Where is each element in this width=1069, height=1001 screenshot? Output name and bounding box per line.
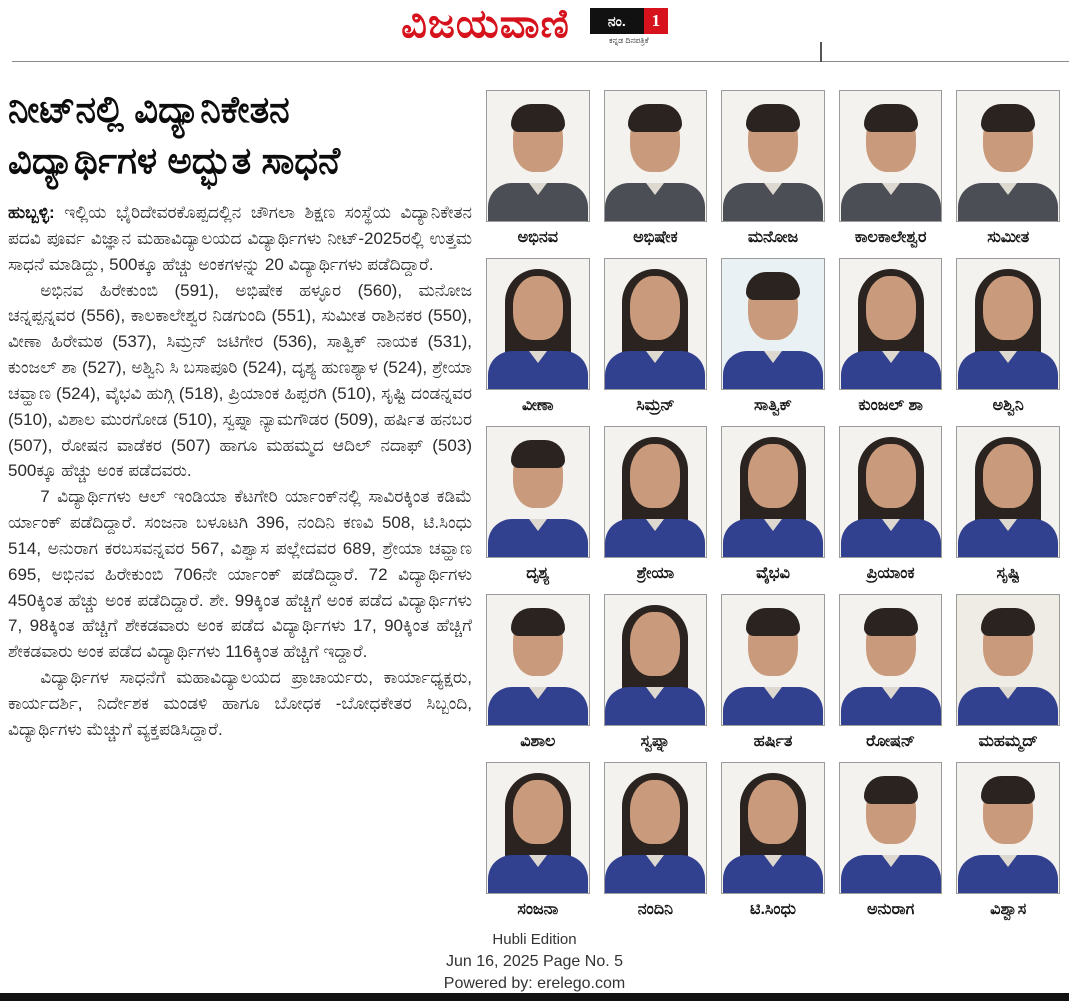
portrait-hair bbox=[864, 608, 918, 636]
student-card bbox=[604, 258, 708, 417]
headline-line-1: ನೀಟ್‌ನಲ್ಲಿ ವಿದ್ಯಾನಿಕೇತನ bbox=[8, 89, 290, 130]
badge-tagline: ಕನ್ನಡ ದಿನಪತ್ರಿಕೆ bbox=[608, 36, 649, 45]
student-name: ವೀಣಾ bbox=[522, 397, 554, 414]
student-photo bbox=[486, 594, 590, 726]
student-photo bbox=[839, 258, 943, 390]
portrait-shoulders bbox=[958, 687, 1058, 725]
portrait-shoulders bbox=[488, 855, 588, 893]
portrait-face bbox=[513, 780, 563, 844]
portrait-hair bbox=[981, 608, 1035, 636]
portrait-hair bbox=[511, 440, 565, 468]
portrait-shoulders bbox=[488, 519, 588, 557]
portrait-shoulders bbox=[841, 519, 941, 557]
portrait-face bbox=[866, 276, 916, 340]
portrait-hair bbox=[628, 104, 682, 132]
portrait-hair bbox=[864, 776, 918, 804]
student-card bbox=[604, 426, 708, 585]
portrait-hair bbox=[746, 104, 800, 132]
portrait-shoulders bbox=[488, 351, 588, 389]
student-card bbox=[839, 90, 943, 249]
portrait-hair bbox=[746, 608, 800, 636]
student-name: ಶ್ರೇಯಾ bbox=[636, 565, 675, 582]
portrait-shoulders bbox=[958, 351, 1058, 389]
lead-paragraph-text: ಇಲ್ಲಿಯ ಭೈರಿದೇವರಕೊಪ್ಪದಲ್ಲಿನ ಚೌಗಲಾ ಶಿಕ್ಷಣ ಸಂಸ್ಥೆಯ ವಿದ್ಯಾನಿಕೇತನ ಪದವಿ ಪೂರ್ವ ವಿಜ್ಞಾನ ಮಹಾವಿದ್ಯಾಲಯದ ವಿದ್ಯಾರ್ಥಿಗಳು ನೀಟ್-2025ರಲ್ಲಿ ಉತ್ತಮ ಸಾಧನೆ ಮಾಡಿದ್ದು, 500ಕ್ಕೂ ಹೆಚ್ಚು ಅಂಕಗಳನ್ನು 20 ವಿದ್ಯಾರ್ಥಿಗಳು ಪಡೆದಿದ್ದಾರೆ. bbox=[8, 203, 472, 274]
portrait-shoulders bbox=[723, 351, 823, 389]
portrait-shoulders bbox=[958, 855, 1058, 893]
portrait-face bbox=[630, 276, 680, 340]
student-name: ಅಶ್ವಿನಿ bbox=[992, 397, 1024, 414]
student-card bbox=[486, 426, 590, 585]
student-card bbox=[721, 258, 825, 417]
article-paragraph: 7 ವಿದ್ಯಾರ್ಥಿಗಳು ಆಲ್ ಇಂಡಿಯಾ ಕೆಟಗೇರಿ ರ್ಯಾಂಕ್‌ನಲ್ಲಿ ಸಾವಿರಕ್ಕಿಂತ ಕಡಿಮೆ ರ್ಯಾಂಕ್ ಪಡೆದಿದ್ದಾರೆ. ಸಂಜನಾ ಬಳೂಟಗಿ 396, ನಂದಿನಿ ಕಣವಿ 508, ಟಿ.ಸಿಂಧು 514, ಅನುರಾಗ ಕರಬಸವನ್ನವರ 567, ವಿಶ್ವಾಸ ಪಲ್ಲೇದವರ 689, ಶ್ರೇಯಾ ಚವ್ಹಾಣ 695, ಅಭಿನವ ಹಿರೇಕುಂಬಿ 706ನೇ ರ್ಯಾಂಕ್ ಪಡೆದಿದ್ದಾರೆ. 72 ವಿದ್ಯಾರ್ಥಿಗಳು 450ಕ್ಕಿಂತ ಹೆಚ್ಚು ಅಂಕ ಪಡೆದಿದ್ದಾರೆ. ಶೇ. 99ಕ್ಕಿಂತ ಹೆಚ್ಚಿಗೆ ಅಂಕ ಪಡೆದ ವಿದ್ಯಾರ್ಥಿಗಳು 7, 98ಕ್ಕಿಂತ ಹೆಚ್ಚಿಗೆ ಶೇಕಡವಾರು ಅಂಕ ಪಡೆದ ವಿದ್ಯಾರ್ಥಿಗಳು 17, 90ಕ್ಕಿಂತ ಹೆಚ್ಚಿಗೆ ಶೇಕಡವಾರು ಅಂಕ ಪಡೆದ ವಿದ್ಯಾರ್ಥಿಗಳು 116ಕ್ಕಿಂತ ಹೆಚ್ಚಿಗೆ ಇದ್ದಾರೆ. bbox=[8, 487, 472, 662]
portrait-face bbox=[983, 444, 1033, 508]
student-name: ಮಹಮ್ಮದ್ bbox=[978, 733, 1038, 750]
student-photo bbox=[839, 426, 943, 558]
student-name: ಅಭಿನವ bbox=[517, 229, 559, 246]
student-name: ಸಂಜನಾ bbox=[517, 901, 559, 918]
portrait-shoulders bbox=[723, 855, 823, 893]
student-photo bbox=[839, 90, 943, 222]
student-photo bbox=[839, 594, 943, 726]
portrait-hair bbox=[511, 104, 565, 132]
student-photo bbox=[604, 426, 708, 558]
portrait-face bbox=[748, 780, 798, 844]
column-tick-mark bbox=[820, 42, 822, 62]
portrait-face bbox=[630, 612, 680, 676]
rank-badge bbox=[590, 8, 668, 34]
portrait-face bbox=[630, 444, 680, 508]
student-card bbox=[839, 594, 943, 753]
student-photo-grid bbox=[486, 90, 1060, 921]
student-name: ಅನುರಾಗ bbox=[866, 901, 915, 918]
portrait-shoulders bbox=[723, 687, 823, 725]
student-photo bbox=[604, 762, 708, 894]
article-lead-paragraph bbox=[8, 200, 472, 277]
portrait-hair bbox=[511, 608, 565, 636]
student-photo bbox=[956, 90, 1060, 222]
student-name: ರೋಷನ್ bbox=[866, 733, 916, 750]
student-photo bbox=[721, 762, 825, 894]
rank-badge-label: ನಂ. bbox=[607, 12, 626, 29]
student-name: ಸಾತ್ವಿಕ್ bbox=[754, 397, 792, 414]
student-photo bbox=[956, 258, 1060, 390]
student-photo bbox=[604, 258, 708, 390]
student-card bbox=[839, 258, 943, 417]
dateline: ಹುಬ್ಬಳ್ಳಿ: bbox=[8, 203, 55, 223]
student-name: ಸುಮೀತ bbox=[987, 229, 1030, 246]
student-card bbox=[721, 762, 825, 921]
date-page-label: Jun 16, 2025 Page No. 5 bbox=[445, 953, 624, 970]
student-photo bbox=[956, 762, 1060, 894]
student-photo bbox=[486, 762, 590, 894]
header-divider bbox=[12, 61, 1069, 62]
article-paragraph: ವಿದ್ಯಾರ್ಥಿಗಳ ಸಾಧನೆಗೆ ಮಹಾವಿದ್ಯಾಲಯದ ಪ್ರಾಚಾರ್ಯರು, ಕಾರ್ಯಾಧ್ಯಕ್ಷರು, ಕಾರ್ಯದರ್ಶಿ, ನಿರ್ದೇಶಕ ಮಂಡಳಿ ಹಾಗೂ ಬೋಧಕ -ಬೋಧಕೇತರ ಸಿಬ್ಬಂದಿ, ವಿದ್ಯಾರ್ಥಿಗಳು ಮೆಚ್ಚುಗೆ ವ್ಯಕ್ತಪಡಿಸಿದ್ದಾರೆ. bbox=[8, 668, 472, 739]
student-card bbox=[956, 426, 1060, 585]
student-photo bbox=[839, 762, 943, 894]
newspaper-title: ವಿಜಯವಾಣಿ bbox=[401, 2, 570, 46]
student-name: ಸ್ವಪ್ನಾ bbox=[640, 733, 671, 750]
student-photo bbox=[721, 90, 825, 222]
portrait-shoulders bbox=[841, 351, 941, 389]
portrait-face bbox=[983, 276, 1033, 340]
bottom-black-bar bbox=[0, 993, 1069, 1001]
student-photo bbox=[486, 258, 590, 390]
portrait-shoulders bbox=[841, 687, 941, 725]
portrait-shoulders bbox=[605, 183, 705, 221]
student-card bbox=[721, 594, 825, 753]
article-column bbox=[8, 84, 472, 922]
student-name: ಮನೋಜ bbox=[747, 229, 799, 246]
student-name: ವಿಶಾಲ bbox=[520, 733, 556, 750]
student-name: ಟಿ.ಸಿಂಧು bbox=[750, 901, 796, 918]
portrait-shoulders bbox=[841, 183, 941, 221]
student-card bbox=[486, 594, 590, 753]
portrait-shoulders bbox=[723, 183, 823, 221]
student-photo bbox=[956, 426, 1060, 558]
student-card bbox=[486, 258, 590, 417]
student-photo bbox=[721, 258, 825, 390]
portrait-shoulders bbox=[958, 519, 1058, 557]
student-card bbox=[839, 426, 943, 585]
student-card bbox=[839, 762, 943, 921]
student-name: ಅಭಿಷೇಕ bbox=[633, 229, 678, 246]
student-photo bbox=[486, 90, 590, 222]
student-name: ಸಿಮ್ರನ್ bbox=[636, 397, 675, 414]
portrait-face bbox=[866, 444, 916, 508]
portrait-hair bbox=[864, 104, 918, 132]
student-photo bbox=[604, 90, 708, 222]
article-paragraph: ಅಭಿನವ ಹಿರೇಕುಂಬಿ (591), ಅಭಿಷೇಕ ಹಳ್ಳೂರ (560), ಮನೋಜ ಚನ್ನಪ್ಪನ್ನವರ (556), ಕಾಲಕಾಲೇಶ್ವರ ನಿಡಗುಂದಿ (551), ಸುಮೀತ ರಾಶಿನಕರ (550), ವೀಣಾ ಹಿರೇಮಠ (537), ಸಿಮ್ರನ್ ಜಟಿಗೇರ (536), ಸಾತ್ವಿಕ್ ನಾಯಕ (531), ಕುಂಜಲ್ ಶಾ (527), ಅಶ್ವಿನಿ ಸಿ ಬಸಾಪೂರಿ (524), ದೃಶ್ಯ ಹುಣಶ್ಯಾಳ (524), ಶ್ರೇಯಾ ಚವ್ಹಾಣ (524), ವೈಭವಿ ಹುಗ್ಗಿ (518), ಪ್ರಿಯಾಂಕ ಹಿಪ್ಪರಗಿ (510), ಸೃಷ್ಟಿ ದಂಡನ್ನವರ (510), ವಿಶಾಲ ಮುರಗೋಡ (510), ಸ್ವಪ್ನಾ ನ್ಯಾಮಗೌಡರ (509), ಹರ್ಷಿತ ಹನಬರ (507), ರೋಷನ ವಾಡೆಕರ (507) ಹಾಗೂ ಮಹಮ್ಮದ ಆದಿಲ್ ನದಾಫ್ (503) 500ಕ್ಕೂ ಹೆಚ್ಚು ಅಂಕ ಪಡೆದವರು. bbox=[8, 280, 472, 481]
portrait-shoulders bbox=[605, 687, 705, 725]
student-card bbox=[486, 90, 590, 249]
edition-label: Hubli Edition bbox=[492, 931, 577, 948]
page-footer bbox=[0, 929, 1069, 994]
portrait-shoulders bbox=[488, 183, 588, 221]
student-name: ವಿಶ್ವಾಸ bbox=[990, 901, 1027, 918]
headline-line-2: ವಿದ್ಯಾರ್ಥಿಗಳ ಅದ್ಭುತ ಸಾಧನೆ bbox=[8, 140, 341, 182]
article-body bbox=[8, 200, 472, 742]
student-name: ದೃಶ್ಯ bbox=[526, 565, 550, 582]
portrait-hair bbox=[981, 104, 1035, 132]
article-headline bbox=[8, 84, 472, 186]
portrait-shoulders bbox=[841, 855, 941, 893]
student-photo bbox=[721, 426, 825, 558]
student-card bbox=[486, 762, 590, 921]
student-photo bbox=[604, 594, 708, 726]
student-photo bbox=[956, 594, 1060, 726]
student-photo bbox=[721, 594, 825, 726]
portrait-face bbox=[630, 780, 680, 844]
portrait-shoulders bbox=[605, 351, 705, 389]
student-card bbox=[604, 90, 708, 249]
portrait-shoulders bbox=[488, 687, 588, 725]
portrait-hair bbox=[746, 272, 800, 300]
student-card bbox=[604, 762, 708, 921]
student-name: ಕಾಲಕಾಲೇಶ್ವರ bbox=[854, 229, 927, 246]
student-card bbox=[956, 90, 1060, 249]
portrait-face bbox=[748, 444, 798, 508]
student-name: ವೈಭವಿ bbox=[756, 565, 790, 582]
student-card bbox=[956, 258, 1060, 417]
number-one-badge bbox=[590, 8, 668, 46]
student-name: ಹರ್ಷಿತ bbox=[753, 733, 793, 750]
portrait-face bbox=[513, 276, 563, 340]
student-card bbox=[956, 762, 1060, 921]
portrait-shoulders bbox=[605, 855, 705, 893]
student-card bbox=[721, 90, 825, 249]
masthead bbox=[0, 2, 1069, 60]
student-card bbox=[604, 594, 708, 753]
student-card bbox=[956, 594, 1060, 753]
portrait-shoulders bbox=[605, 519, 705, 557]
student-name: ಸೃಷ್ಟಿ bbox=[996, 565, 1020, 582]
student-name: ನಂದಿನಿ bbox=[637, 901, 673, 918]
student-photo bbox=[486, 426, 590, 558]
student-name: ಪ್ರಿಯಾಂಕ bbox=[866, 565, 915, 582]
student-card bbox=[721, 426, 825, 585]
portrait-hair bbox=[981, 776, 1035, 804]
portrait-shoulders bbox=[723, 519, 823, 557]
portrait-shoulders bbox=[958, 183, 1058, 221]
student-name: ಕುಂಜಲ್ ಶಾ bbox=[858, 397, 923, 414]
rank-badge-number: 1 bbox=[644, 8, 668, 34]
powered-by-label: Powered by: erelego.com bbox=[443, 975, 626, 992]
